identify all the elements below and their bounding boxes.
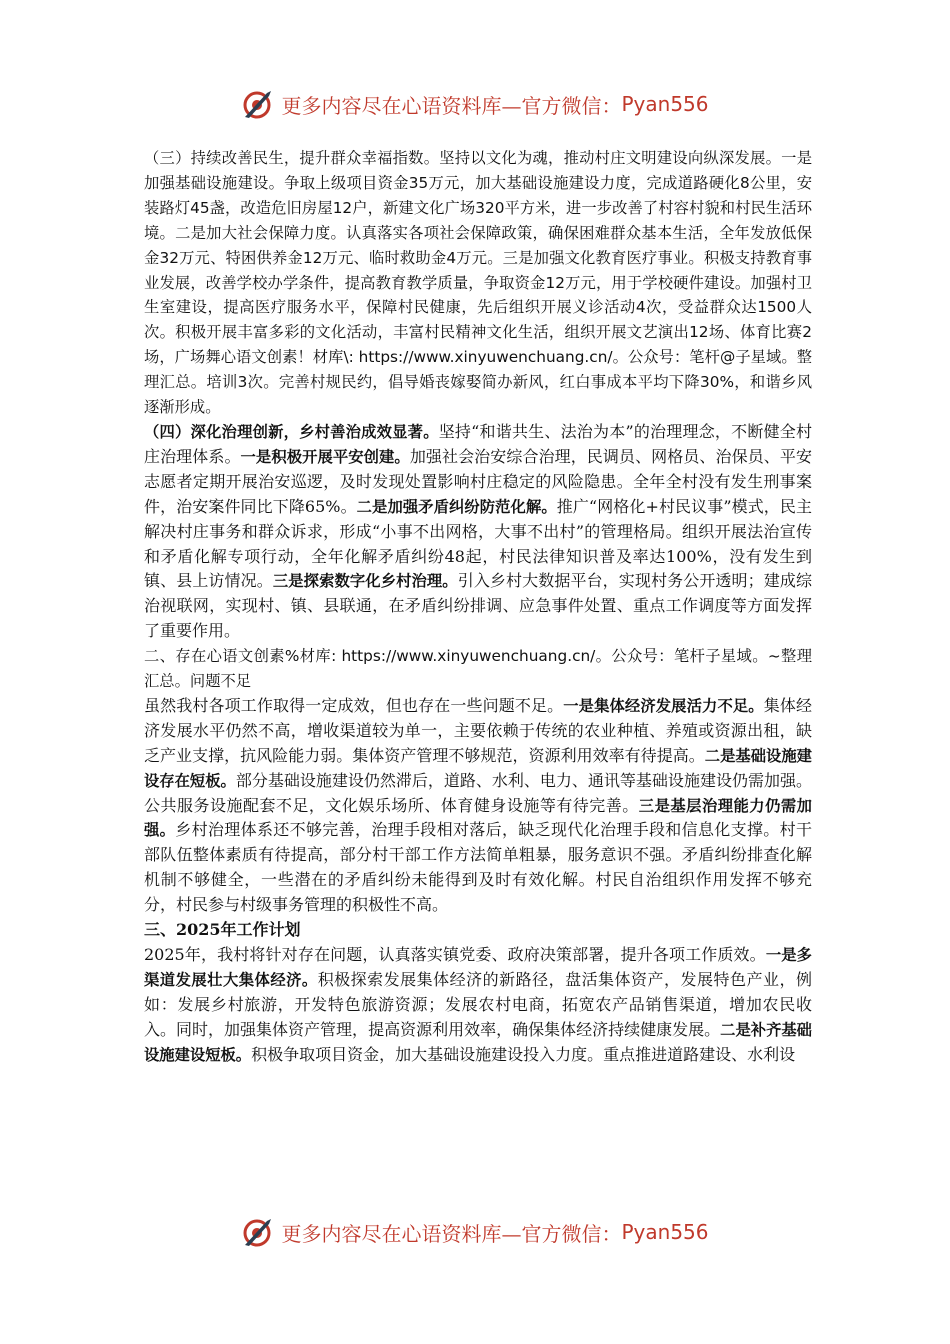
bold-point: 二是基础设施建设存在短板。 [144,746,812,790]
header-banner [0,84,950,124]
section-4-paragraph [144,420,812,644]
text-span: 引入乡村大数据平台，实现村务公开透明；建成综治视联网，实现村、镇、县联通，在矛盾纠纷排调、应急事件处置、重点工作调度等方面发挥了重要作用。 [144,571,812,641]
part-2-paragraph [144,694,812,918]
text-span: 乡村治理体系还不够完善，治理手段相对落后，缺乏现代化治理手段和信息化支撑。村干部队伍整体素质有待提高，部分村干部工作方法简单粗暴，服务意识不强。矛盾纠纷排查化解机制不够健全，一些潜在的矛盾纠纷未能得到及时有效化解。村民自治组织作用发挥不够充分，村民参与村级事务管理的积极性不高。 [144,820,812,915]
brush-logo-icon [241,87,275,121]
brush-logo-icon [241,1215,275,1249]
text-span: 积极争取项目资金，加大基础设施建设投入力度。重点推进道路建设、水利设 [251,1044,796,1064]
footer-banner-handle: Pyan556 [621,1220,709,1244]
bold-point: 二是补齐基础设施建设短板。 [144,1020,812,1064]
bold-point: 一是多渠道发展壮大集体经济。 [144,946,812,989]
section-3-paragraph: （三）持续改善民生，提升群众幸福指数。坚持以文化为魂，推动村庄文明建设向纵深发展。一是加强基础设施建设。争取上级项目资金35万元，加大基础设施建设力度，完成道路硬化8公里，安装路灯45盏，改造危旧房屋12户，新建文化广场320平方米，进一步改善了村容村貌和村民生活环境。二是加大社会保障力度。认真落实各项社会保障政策，确保困难群众基本生活，全年发放低保金32万元、特困供养金12万元、临时救助金4万元。三是加强文化教育医疗事业。积极支持教育事业发展，改善学校办学条件，提高教育教学质量，争取资金12万元，用于学校硬件建设。加强村卫生室建设，提高医疗服务水平，保障村民健康，先后组织开展义诊活动4次，受益群众达1500人次。积极开展丰富多彩的文化活动，丰富村民精神文化生活，组织开展文艺演出12场、体育比赛2场，广场舞心语文创素！材库\: https://www.xinyuwenchuang.cn/。公众号：笔杆@子星域。整理汇总。培训3次。完善村规民约，倡导婚丧嫁娶简办新风，红白事成本平均下降30%，和谐乡风逐渐形成。 [144,149,812,417]
text-span: 集体经济发展水平仍然不高，增收渠道较为单一，主要依赖于传统的农业种植、养殖或资源出租，缺乏产业支撑，抗风险能力弱。集体资产管理不够规范，资源利用效率有待提高。 [144,695,812,765]
bold-point: 一是积极开展平安创建。 [240,447,410,466]
text-span: 2025年，我村将针对存在问题，认真落实镇党委、政府决策部署，提升各项工作质效。 [144,945,766,964]
text-span: 部分基础设施建设仍然滞后，道路、水利、电力、通讯等基础设施建设仍需加强。公共服务设施配套不足，文化娱乐场所、体育健身设施等有待完善。 [144,770,812,815]
text-span: 虽然我村各项工作取得一定成效，但也存在一些问题不足。 [144,695,564,715]
footer-banner-text: 更多内容尽在心语资料库—官方微信： [281,1221,622,1246]
part-3-heading: 三、2025年工作计划 [144,920,301,940]
text-span: 坚持“和谐共生、法治为本”的治理理念，不断健全村庄治理体系。 [144,421,812,466]
footer-banner [0,1212,950,1252]
header-banner-handle: Pyan556 [621,92,709,116]
text-span: 推广“网格化+村民议事”模式，民主解决村庄事务和群众诉求，形成“小事不出网格，大事不出村”的管理格局。组织开展法治宣传和矛盾化解专项行动，全年化解矛盾纠纷48起，村民法律知识普及率达100%，没有发生到镇、县上访情况。 [144,496,812,591]
part-2-heading: 二、存在心语文创素%材库: https://www.xinyuwenchuang.cn/。公众号：笔杆子星域。~整理汇总。问题不足 [144,647,812,691]
bold-point: 二是加强矛盾纠纷防范化解。 [356,497,557,516]
bold-point: 三是基层治理能力仍需加强。 [144,796,812,840]
bold-point: 一是集体经济发展活力不足。 [563,696,764,715]
bold-point: 三是探索数字化乡村治理。 [272,572,458,591]
text-span: 加强社会治安综合治理，民调员、网格员、治保员、平安志愿者定期开展治安巡逻，及时发现处置影响村庄稳定的风险隐患。全年全村没有发生刑事案件，治安案件同比下降65%。 [144,446,812,516]
section-4-title: （四）深化治理创新，乡村善治成效显著。 [144,422,439,441]
document-body [144,146,812,1068]
header-banner-text: 更多内容尽在心语资料库—官方微信： [281,93,622,118]
part-3-paragraph [144,943,812,1068]
text-span: 积极探索发展集体经济的新路径，盘活集体资产，发展特色产业，例如：发展乡村旅游，开发特色旅游资源；发展农村电商，拓宽农产品销售渠道，增加农民收入。同时，加强集体资产管理，提高资源利用效率，确保集体经济持续健康发展。 [144,969,812,1039]
